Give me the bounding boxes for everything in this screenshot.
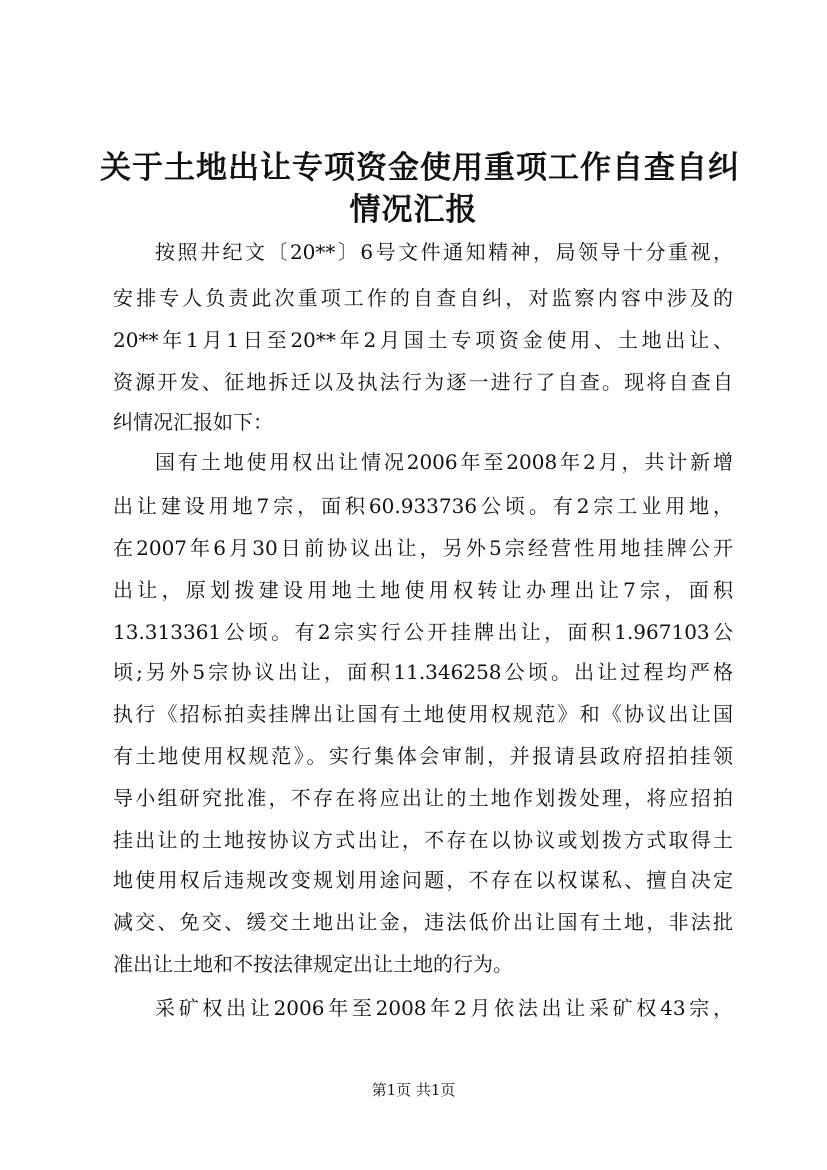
body-line: 国有土地使用权出让情况2006年至2008年2月，共计新增 bbox=[155, 450, 733, 474]
body-line: 准出让土地和不按法律规定出让土地的行为。 bbox=[113, 952, 513, 976]
body-line: 地使用权后违规改变规划用途问题，不存在以权谋私、擅自决定 bbox=[113, 868, 733, 892]
document-title-line-1: 关于土地出让专项资金使用重项工作自查自纠 bbox=[100, 150, 740, 186]
body-line: 顷;另外5宗协议出让，面积11.346258公顷。出让过程均严格 bbox=[113, 660, 733, 684]
body-line: 减交、免交、缓交土地出让金，违法低价出让国有土地，非法批 bbox=[113, 910, 733, 934]
body-line: 出让，原划拨建设用地土地使用权转让办理出让7宗，面积 bbox=[113, 578, 733, 602]
body-line: 执行《招标拍卖挂牌出让国有土地使用权规范》和《协议出让国 bbox=[113, 702, 733, 726]
body-line: 在2007年6月30日前协议出让，另外5宗经营性用地挂牌公开 bbox=[113, 536, 733, 560]
body-line: 13.313361公顷。有2宗实行公开挂牌出让，面积1.967103公 bbox=[113, 620, 733, 644]
body-line: 20**年1月1日至20**年2月国土专项资金使用、土地出让、 bbox=[113, 328, 733, 352]
body-line: 有土地使用权规范》。实行集体会审制，并报请县政府招拍挂领 bbox=[113, 744, 733, 768]
body-line: 出让建设用地7宗，面积60.933736公顷。有2宗工业用地， bbox=[113, 494, 733, 518]
body-line: 采矿权出让2006年至2008年2月依法出让采矿权43宗， bbox=[155, 996, 733, 1020]
page-number-footer: 第1页 共1页 bbox=[371, 1081, 456, 1099]
body-line: 资源开发、征地拆迁以及执法行为逐一进行了自查。现将自查自 bbox=[113, 370, 733, 394]
document-title-line-2: 情况汇报 bbox=[349, 192, 478, 228]
body-line: 导小组研究批准，不存在将应出让的土地作划拨处理，将应招拍 bbox=[113, 786, 733, 810]
body-line: 纠情况汇报如下： bbox=[113, 410, 273, 434]
body-line: 挂出让的土地按协议方式出让，不存在以协议或划拨方式取得土 bbox=[113, 828, 733, 852]
body-line: 安排专人负责此次重项工作的自查自纠，对监察内容中涉及的 bbox=[113, 286, 733, 310]
body-line: 按照井纪文〔20**〕6号文件通知精神，局领导十分重视， bbox=[155, 240, 733, 264]
